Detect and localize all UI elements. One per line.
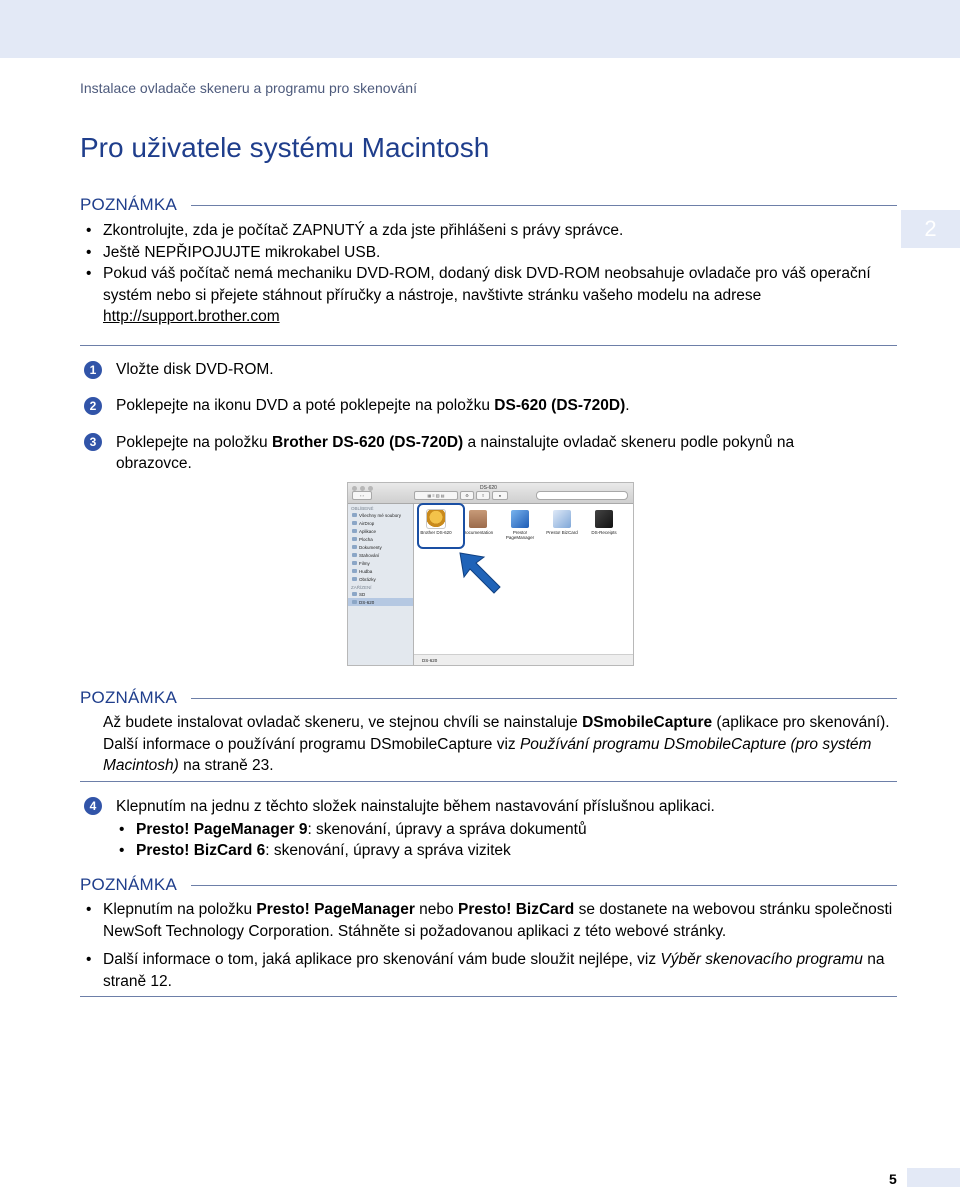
sidebar-item[interactable]: Stahování — [348, 551, 413, 559]
cross-reference[interactable]: Používání programu DSmobileCapture (pro systém Macintosh) — [103, 735, 872, 774]
support-link[interactable]: http://support.brother.com — [103, 308, 280, 325]
step-4 — [84, 796, 884, 861]
step-text — [116, 796, 715, 861]
step-number: 4 — [84, 797, 102, 815]
sub-text: : skenování, úpravy a správa vizitek — [265, 842, 511, 859]
step-text-part: Poklepejte na ikonu DVD a poté poklepejte na položku — [116, 397, 495, 414]
finder-search-input[interactable] — [536, 491, 628, 500]
note-label: POZNÁMKA — [80, 688, 178, 707]
action-button[interactable]: ⚙ — [460, 491, 474, 500]
note-paragraph — [103, 712, 893, 777]
sidebar-item[interactable]: Obrázky — [348, 575, 413, 583]
step-text-part: a nainstalujte ovladač skeneru podle pokynů na obrazovce. — [116, 434, 795, 472]
page-number: 5 — [889, 1171, 897, 1187]
bold-text: BizCard 6 — [193, 842, 266, 859]
note-bullet: • Zkontrolujte, zda je počítač ZAPNUTÝ a zda jste přihlášeni s právy správce. — [80, 220, 900, 242]
note-bold: DSmobileCapture — [582, 714, 713, 731]
finder-item[interactable]: Presto! PageManager — [500, 508, 540, 540]
bold-text: PageManager 9 — [193, 821, 308, 838]
note-rule — [191, 205, 897, 206]
top-band — [0, 0, 960, 58]
cross-reference[interactable]: Výběr skenovacího programu — [660, 951, 863, 968]
page-title: Pro uživatele systému Macintosh — [80, 132, 490, 163]
step-number: 2 — [84, 397, 102, 415]
step-3 — [84, 432, 884, 474]
finder-screenshot — [347, 482, 634, 666]
sidebar-group: ZAŘÍZENÍ — [351, 585, 372, 590]
pointer-arrow-icon — [454, 547, 506, 599]
sidebar-item[interactable]: SD — [348, 590, 413, 598]
bold-text: Presto! — [136, 842, 190, 859]
note-bullet: • Ještě NEPŘIPOJUJTE mikrokabel USB. — [80, 242, 900, 264]
sidebar-item[interactable]: Dokumenty — [348, 543, 413, 551]
note-bullet: • Klepnutím na položku Presto! PageManager nebo Presto! BizCard se dostanete na webovou stránku společnosti NewSoft Technology Corporation. Stáhněte si požadovanou aplikaci z této webové stránky. — [80, 899, 900, 942]
note-bullet: • Další informace o tom, jaká aplikace pro skenování vám bude sloužit nejlépe, viz Výběr skenovacího programu na straně 12. — [80, 949, 900, 992]
note-label: POZNÁMKA — [80, 195, 178, 214]
note-rule — [191, 885, 897, 886]
app-icon — [553, 510, 571, 528]
note-rule — [191, 698, 897, 699]
sidebar-item[interactable]: AirDrop — [348, 519, 413, 527]
sidebar-item-selected[interactable]: DS-620 — [348, 598, 413, 606]
step-text — [116, 396, 630, 416]
running-header: Instalace ovladače skeneru a programu pro skenování — [80, 80, 417, 96]
highlight-frame — [417, 503, 465, 549]
share-button[interactable]: ⇪ — [476, 491, 490, 500]
sub-text: : skenování, úpravy a správa dokumentů — [307, 821, 587, 838]
step-bold: Brother DS-620 (DS-720D) — [271, 434, 464, 451]
finder-toolbar — [348, 483, 633, 504]
step-1 — [84, 360, 884, 380]
sub-bullet — [116, 840, 715, 861]
note-text: Až budete instalovat ovladač skeneru, ve stejnou chvíli se nainstaluje — [103, 714, 583, 731]
sidebar-item[interactable]: Všechny mé soubory — [348, 511, 413, 519]
finder-path-bar: DS-620 — [414, 654, 633, 665]
note-text: na straně 23. — [178, 757, 274, 774]
note-list — [80, 220, 900, 328]
finder-item[interactable]: Documentation — [458, 508, 498, 535]
note-header — [80, 688, 897, 708]
step-sub-list — [116, 819, 715, 861]
note-header — [80, 875, 897, 895]
sub-bullet — [116, 819, 715, 840]
step-2 — [84, 396, 884, 416]
step-text-part: Poklepejte na položku — [116, 434, 272, 451]
app-icon — [511, 510, 529, 528]
step-number: 1 — [84, 361, 102, 379]
app-icon — [595, 510, 613, 528]
finder-window-title: DS-620 — [480, 485, 497, 491]
step-text-part: . — [625, 397, 630, 414]
finder-item-installer[interactable]: Brother DS-620 — [416, 508, 456, 535]
note-text: (aplikace pro skenování). Další informace o používání programu DSmobileCapture viz — [103, 714, 890, 753]
step-text-part: Klepnutím na jednu z těchto složek nainstalujte během nastavování příslušnou aplikaci. — [116, 798, 715, 815]
step-text: Vložte disk DVD-ROM. — [116, 361, 274, 378]
note-header — [80, 195, 897, 215]
step-bold: DS-620 (DS-720D) — [494, 397, 626, 414]
chapter-tab: 2 — [901, 210, 960, 248]
bold-text: Presto! — [136, 821, 190, 838]
folder-icon — [469, 510, 487, 528]
note-bullet — [80, 263, 900, 328]
finder-item[interactable]: DS-Receipts — [584, 508, 624, 535]
finder-sidebar — [348, 504, 414, 665]
note-end-rule — [80, 345, 897, 346]
labels-button[interactable]: ● — [492, 491, 508, 500]
note-end-rule — [80, 781, 897, 782]
back-forward-button[interactable]: ‹ › — [352, 491, 372, 500]
sidebar-item[interactable]: Filmy — [348, 559, 413, 567]
note-list — [80, 899, 900, 992]
sidebar-item[interactable]: Plocha — [348, 535, 413, 543]
note-end-rule — [80, 996, 897, 997]
note-label: POZNÁMKA — [80, 875, 178, 894]
view-buttons[interactable]: ▦ ≡ ▥ ▤ — [414, 491, 458, 500]
step-number: 3 — [84, 433, 102, 451]
step-text — [116, 432, 856, 474]
footer-tab — [907, 1168, 960, 1187]
sidebar-item[interactable]: Hudba — [348, 567, 413, 575]
finder-item[interactable]: Presto! BizCard — [542, 508, 582, 535]
sidebar-group: OBLÍBENÉ — [351, 506, 374, 511]
note-bullet-text: Pokud váš počítač nemá mechaniku DVD-ROM, dodaný disk DVD-ROM neobsahuje ovladače pro váš operační systém nebo si přejete stáhnout příručky a nástroje, navštivte stránku vašeho modelu na adrese — [103, 265, 871, 304]
sidebar-item[interactable]: Aplikace — [348, 527, 413, 535]
